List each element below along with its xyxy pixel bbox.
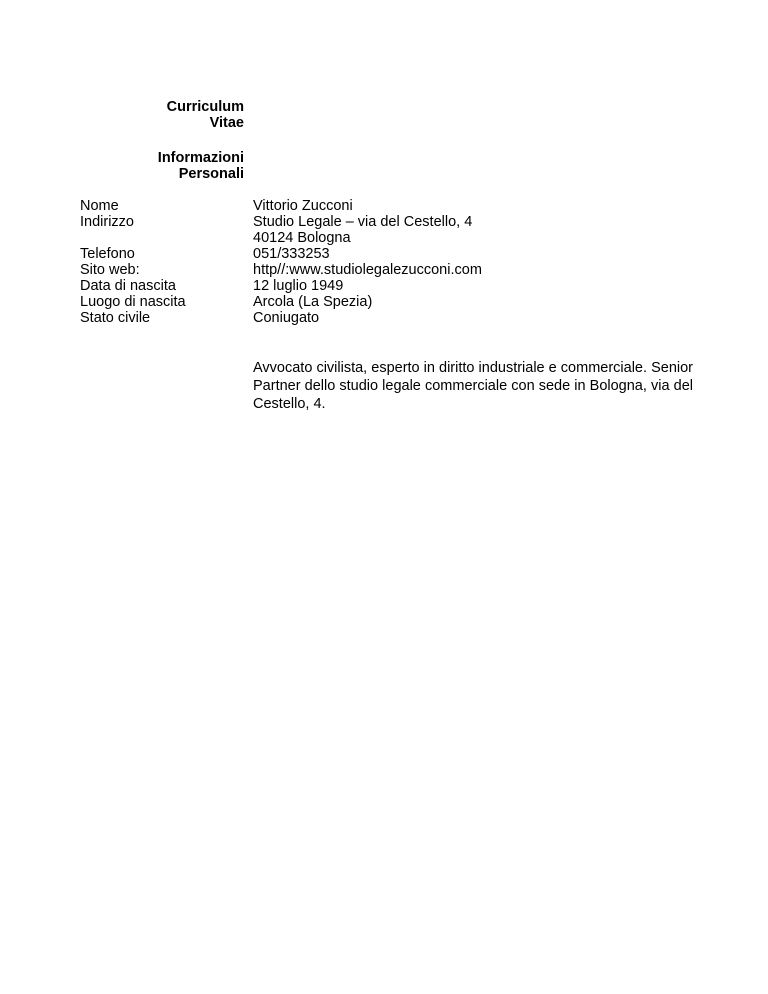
- label-sito-web: Sito web:: [80, 262, 140, 278]
- cv-title-line1: Curriculum: [166, 99, 244, 115]
- cv-title-line2: Vitae: [209, 115, 244, 131]
- value-telefono: 051/333253: [253, 246, 330, 262]
- value-indirizzo-line1: Studio Legale – via del Cestello, 4: [253, 214, 473, 230]
- field-labels: [80, 198, 240, 326]
- personal-info-heading: [64, 150, 244, 182]
- label-stato-civile: Stato civile: [80, 310, 151, 326]
- cv-title: [64, 99, 244, 131]
- field-values: [253, 198, 713, 326]
- personal-info-heading-line2: Personali: [178, 166, 244, 182]
- personal-info-heading-line1: Informazioni: [157, 150, 244, 166]
- label-nome: Nome: [80, 198, 119, 214]
- label-spacer: [80, 230, 240, 246]
- value-stato-civile: Coniugato: [253, 310, 320, 326]
- label-telefono: Telefono: [80, 246, 135, 262]
- value-nome: Vittorio Zucconi: [253, 198, 353, 214]
- value-data-nascita: 12 luglio 1949: [253, 278, 344, 294]
- value-luogo-nascita: Arcola (La Spezia): [253, 294, 373, 310]
- label-indirizzo: Indirizzo: [80, 214, 134, 230]
- profile-description: Avvocato civilista, esperto in diritto industriale e commerciale. Senior Partner dello studio legale commerciale con sede in Bologna, via del Cestello, 4.: [253, 359, 693, 412]
- label-data-nascita: Data di nascita: [80, 278, 176, 294]
- value-sito-web: http//:www.studiolegalezucconi.com: [253, 262, 482, 278]
- value-indirizzo-line2: 40124 Bologna: [253, 230, 351, 246]
- label-luogo-nascita: Luogo di nascita: [80, 294, 186, 310]
